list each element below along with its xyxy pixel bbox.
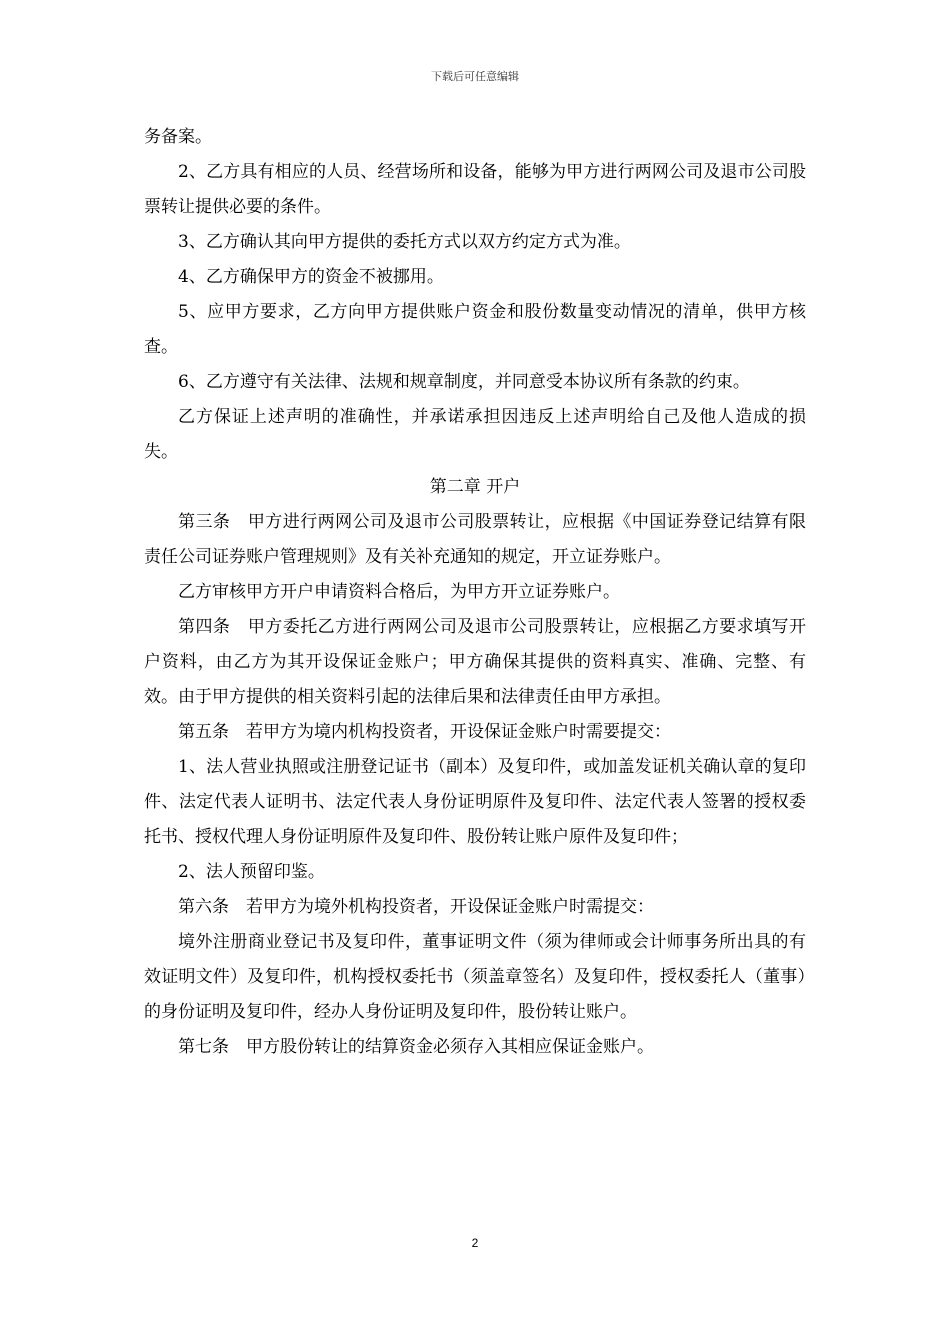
page-number: 2 — [471, 1236, 479, 1250]
article-5: 第五条 若甲方为境内机构投资者，开设保证金账户时需要提交： — [178, 722, 671, 742]
paragraph-item-6: 6、乙方遵守有关法律、法规和规章制度，并同意受本协议所有条款的约束。 — [178, 372, 750, 392]
paragraph-item-3: 3、乙方确认其向甲方提供的委托方式以双方约定方式为准。 — [178, 232, 631, 252]
paragraph-item-5: 5、应甲方要求，乙方向甲方提供账户资金和股份数量变动情况的清单，供甲方核查。 — [144, 302, 806, 357]
article-6-requirements: 境外注册商业登记书及复印件，董事证明文件（须为律师或会计师事务所出具的有效证明文件）及复印件，机构授权委托书（须盖章签名）及复印件，授权委托人（董事）的身份证明及复印件，经办人身份证明及复印件，股份转让账户。 — [144, 932, 806, 1022]
article-5-item-1: 1、法人营业执照或注册登记证书（副本）及复印件，或加盖发证机关确认章的复印件、法定代表人证明书、法定代表人身份证明原件及复印件、法定代表人签署的授权委托书、授权代理人身份证明原件及复印件、股份转让账户原件及复印件； — [144, 757, 806, 847]
paragraph-review: 乙方审核甲方开户申请资料合格后，为甲方开立证券账户。 — [178, 582, 620, 602]
article-3: 第三条 甲方进行两网公司及退市公司股票转让，应根据《中国证券登记结算有限责任公司证券账户管理规则》及有关补充通知的规定，开立证券账户。 — [144, 512, 806, 567]
article-4: 第四条 甲方委托乙方进行两网公司及退市公司股票转让，应根据乙方要求填写开户资料，由乙方为其开设保证金账户；甲方确保其提供的资料真实、准确、完整、有效。由于甲方提供的相关资料引起的法律后果和法律责任由甲方承担。 — [144, 617, 806, 707]
article-5-item-2: 2、法人预留印鉴。 — [178, 862, 325, 882]
paragraph-item-4: 4、乙方确保甲方的资金不被挪用。 — [178, 267, 444, 287]
article-6: 第六条 若甲方为境外机构投资者，开设保证金账户时需提交： — [178, 897, 654, 917]
paragraph-item-2: 2、乙方具有相应的人员、经营场所和设备，能够为甲方进行两网公司及退市公司股票转让提供必要的条件。 — [144, 162, 806, 217]
paragraph-continuation: 务备案。 — [144, 127, 212, 147]
paragraph-guarantee: 乙方保证上述声明的准确性，并承诺承担因违反上述声明给自己及他人造成的损失。 — [144, 407, 806, 462]
document-body — [144, 120, 806, 1065]
page-header: 下载后可任意编辑 — [431, 70, 519, 83]
chapter-heading: 第二章 开户 — [429, 477, 521, 497]
article-7: 第七条 甲方股份转让的结算资金必须存入其相应保证金账户。 — [178, 1037, 654, 1057]
